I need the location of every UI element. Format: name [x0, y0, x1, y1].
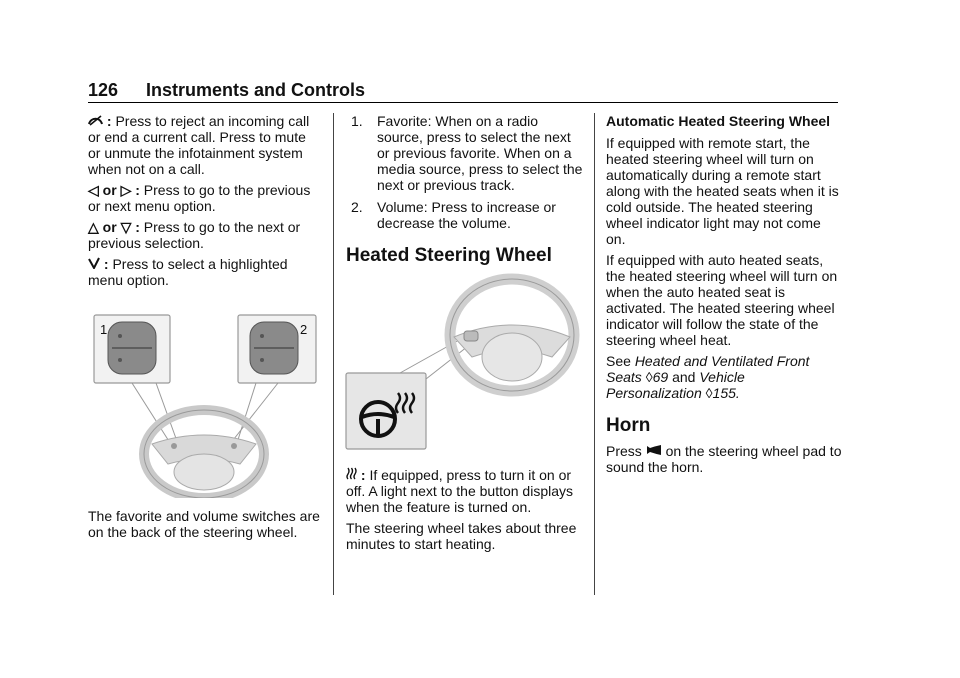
heated-steering-wheel-figure: [340, 273, 580, 457]
list-item-text: Volume: Press to increase or decrease the volume.: [377, 199, 556, 231]
list-item: [346, 199, 586, 231]
reference-end: .: [735, 385, 740, 401]
up-down-paragraph: △ or ▽ : Press to go to the next or previous selection.: [88, 219, 301, 251]
page-ref-icon: ◊: [645, 369, 653, 385]
right-arrow-icon: ▷: [120, 182, 132, 198]
list-item: [346, 113, 586, 193]
page-number: 126: [88, 80, 119, 100]
heat-button-paragraph: : If equipped, press to turn it on or off. A light next to the button displays when the feature is turned on.: [346, 467, 574, 515]
list-item-text: Favorite: When on a radio source, press to select the next or previous favorite. When on a media source, press to select the next or previous track.: [377, 113, 583, 193]
auto-heated-seats-paragraph: If equipped with auto heated seats, the heated steering wheel will turn on when the auto heated seat is activated. The heated steering wheel indicator will follow the state of the steering wheel heat.: [606, 252, 838, 348]
heated-wheel-icon: [346, 467, 357, 483]
and-label: and: [672, 369, 696, 385]
horn-heading: Horn: [606, 415, 651, 436]
reject-call-text: Press to reject an incoming call or end a current call. Press to mute or unmute the infotainment system when not on a call.: [88, 113, 310, 177]
column-2: [346, 113, 586, 557]
section-title: Instruments and Controls: [146, 80, 366, 100]
reject-call-icon: [88, 113, 103, 129]
horn-text: on the steering wheel pad to sound the horn.: [606, 443, 842, 475]
steering-wheel-rear-switches-illustration: [90, 314, 322, 498]
horn-icon: [646, 443, 662, 459]
switch-list: [346, 113, 586, 231]
column-divider: [333, 113, 334, 595]
list-number: 1.: [351, 113, 363, 129]
up-arrow-icon: △: [88, 219, 99, 235]
or-label: or: [102, 182, 117, 198]
reference-link-vehicle-personalization[interactable]: Vehicle Personalization: [606, 369, 745, 401]
list-number: 2.: [351, 199, 363, 215]
select-paragraph: : Press to select a highlighted menu option.: [88, 256, 288, 288]
header-rule: [88, 102, 838, 103]
heated-steering-wheel-illustration: [340, 273, 580, 457]
callout-1: 1: [100, 322, 108, 337]
reference-page-155[interactable]: 155: [712, 385, 736, 401]
press-label: Press: [606, 443, 642, 459]
column-3: [606, 113, 842, 480]
column-divider: [594, 113, 595, 595]
see-label: See: [606, 353, 631, 369]
horn-paragraph: [606, 443, 842, 475]
reference-page-69[interactable]: 69: [652, 369, 669, 385]
left-arrow-icon: ◁: [88, 182, 99, 198]
down-arrow-icon: ▽: [120, 219, 132, 235]
reject-call-paragraph: : Press to reject an incoming call or end a current call. Press to mute or unmute the infotainment system when not on a call.: [88, 113, 310, 177]
checkmark-icon: [88, 256, 100, 272]
heat-time-paragraph: The steering wheel takes about three minutes to start heating.: [346, 520, 577, 552]
steering-wheel-switches-figure: [90, 314, 322, 498]
prev-next-text: Press to go to the previous or next menu option.: [88, 182, 311, 214]
prev-next-paragraph: ◁ or ▷ : Press to go to the previous or next menu option.: [88, 182, 311, 214]
page-header: [88, 80, 840, 101]
select-text: Press to select a highlighted menu option.: [88, 256, 288, 288]
phone-reject-icon: [88, 115, 103, 126]
up-down-text: Press to go to the next or previous selection.: [88, 219, 301, 251]
column-1: [88, 113, 320, 545]
heat-button-text: If equipped, press to turn it on or off. A light next to the button displays when the feature is turned on.: [346, 467, 574, 515]
section-heading: Heated Steering Wheel: [346, 245, 552, 266]
see-reference-paragraph: [606, 353, 842, 401]
remote-start-paragraph: If equipped with remote start, the heated steering wheel will turn on automatically during a remote start along with the heated seats when it is cold outside. The heated steering wheel indicator light may not come on.: [606, 135, 839, 247]
figure-caption: The favorite and volume switches are on the back of the steering wheel.: [88, 508, 320, 540]
callout-2: 2: [300, 322, 308, 337]
auto-heated-subheading: Automatic Heated Steering Wheel: [606, 113, 831, 129]
page-ref-icon: ◊: [705, 385, 713, 401]
or-label: or: [102, 219, 117, 235]
reference-link-heated-seats[interactable]: Heated and Ventilated Front Seats: [606, 353, 810, 385]
